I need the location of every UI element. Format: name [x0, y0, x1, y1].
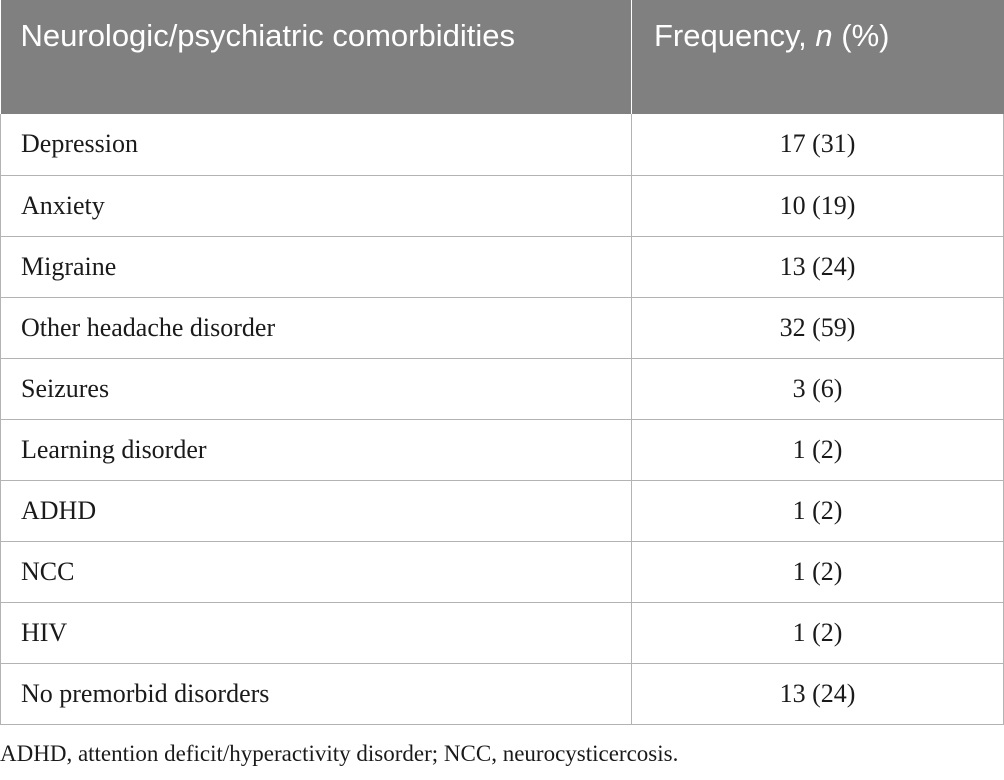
- header-comorbidities: Neurologic/psychiatric comorbidities: [1, 0, 632, 114]
- row-value: 17 (31): [632, 114, 1004, 175]
- row-label: NCC: [1, 541, 632, 602]
- row-label: Anxiety: [1, 175, 632, 236]
- table-row: [1, 480, 1004, 541]
- row-label: Seizures: [1, 358, 632, 419]
- header-frequency-n: n: [815, 18, 833, 53]
- table-row: [1, 358, 1004, 419]
- table-row: [1, 297, 1004, 358]
- header-frequency-prefix: Frequency,: [654, 18, 816, 53]
- table-row: [1, 663, 1004, 724]
- table-row: [1, 419, 1004, 480]
- row-label: Depression: [1, 114, 632, 175]
- row-label: Migraine: [1, 236, 632, 297]
- row-label: No premorbid disorders: [1, 663, 632, 724]
- row-value: 1 (2): [632, 419, 1004, 480]
- row-label: HIV: [1, 602, 632, 663]
- row-value: 13 (24): [632, 663, 1004, 724]
- row-value: 1 (2): [632, 602, 1004, 663]
- row-value: 1 (2): [632, 480, 1004, 541]
- table-row: [1, 602, 1004, 663]
- table-footnote: ADHD, attention deficit/hyperactivity disorder; NCC, neurocysticercosis.: [0, 741, 679, 766]
- table-row: [1, 236, 1004, 297]
- header-frequency: [632, 0, 1004, 114]
- row-value: 32 (59): [632, 297, 1004, 358]
- row-value: 1 (2): [632, 541, 1004, 602]
- table-row: [1, 541, 1004, 602]
- row-value: 13 (24): [632, 236, 1004, 297]
- table-header-row: [1, 0, 1004, 114]
- row-label: ADHD: [1, 480, 632, 541]
- row-label: Other headache disorder: [1, 297, 632, 358]
- table-row: [1, 114, 1004, 175]
- table-row: [1, 175, 1004, 236]
- row-value: 10 (19): [632, 175, 1004, 236]
- header-frequency-suffix: (%): [832, 18, 890, 53]
- row-value: 3 (6): [632, 358, 1004, 419]
- row-label: Learning disorder: [1, 419, 632, 480]
